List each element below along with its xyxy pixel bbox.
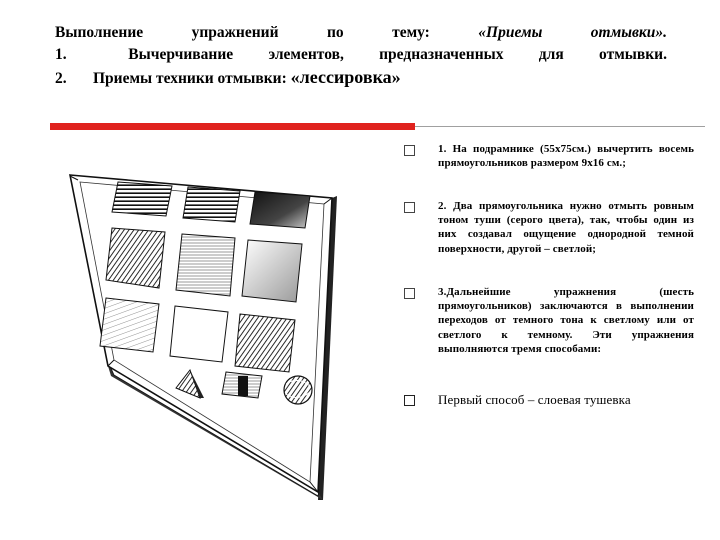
header-word: предназначенных [379,46,504,63]
header-word: по [326,24,344,41]
bullet-marker-icon [404,288,415,299]
header-word: отмывки. [599,46,667,63]
header-line-3-number: 2. [55,70,67,87]
bullet-marker-icon [404,395,415,406]
header-word: для [538,46,564,63]
header-word: тему: [392,24,430,41]
bullet-text: 3.Дальнейшие упражнения (шесть прямоугольников) заключаются в выполнении переходов от темного тона к светлому или от светлого к темному. Эти упражнения выполняются тремя способами: [438,286,694,355]
bullet-marker-icon [404,202,415,213]
header-italic-word: «Приемы [478,24,543,41]
bullet-text: 1. На подрамнике (55х75см.) вычертить восемь прямоугольников размером 9х16 см.; [438,143,694,170]
divider-rule [415,126,705,127]
header-line-1 [55,22,667,44]
bullet-text: Первый способ – слоевая тушевка [438,392,631,407]
slide-header [55,22,667,90]
drawing-board-figure [40,140,400,530]
header-word: упражнений [191,24,279,41]
header-line-2 [55,44,667,66]
bullet-text: 2. Два прямоугольника нужно отмыть ровным тоном туши (серого цвета), так, чтобы один из них создавал ощущение однородной темной поверхности, другой – светлой; [438,200,694,255]
drawing-board-icon [40,140,400,530]
header-line-2-number: 1. [55,46,67,63]
header-line-3-highlight: «лессировка» [290,67,401,87]
header-line-3-text: Приемы техники отмывки: [93,70,287,87]
header-line-3 [55,66,667,90]
header-word: Выполнение [55,24,144,41]
bullet-marker-icon [404,145,415,156]
accent-red-bar [50,123,415,130]
header-italic-word: отмывки». [590,24,667,41]
header-word: элементов, [268,46,344,63]
header-word: Вычерчивание [128,46,234,63]
